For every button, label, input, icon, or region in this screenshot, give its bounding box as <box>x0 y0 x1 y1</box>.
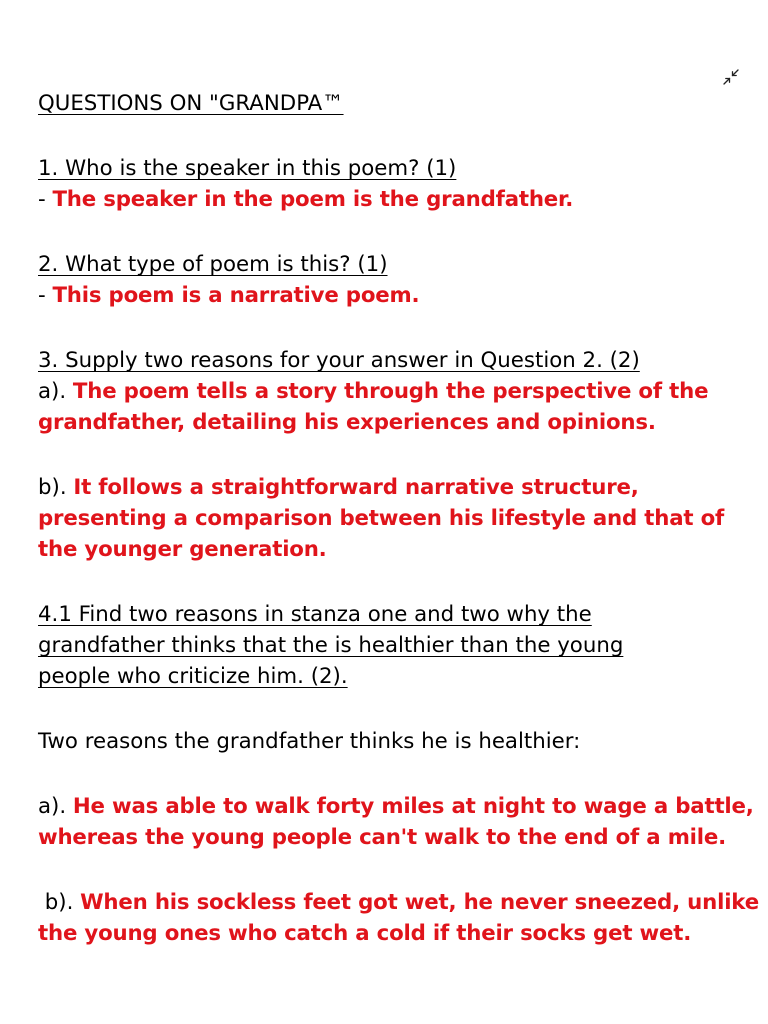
answer-3b-text: It follows a straightforward narrative structure, <box>73 475 639 500</box>
answer-3b-line2: presenting a comparison between his lifestyle and that of <box>38 506 725 531</box>
answer-3b-line3: the younger generation. <box>38 537 327 562</box>
answer-2-text: This poem is a narrative poem. <box>52 283 420 308</box>
question-3: 3. Supply two reasons for your answer in Question 2. (2) <box>38 348 640 373</box>
question-4-line3: people who criticize him. (2). <box>38 664 348 689</box>
answer-prefix: - <box>38 283 53 308</box>
answer-prefix: a). <box>38 379 73 404</box>
question-4-line2: grandfather thinks that the is healthier than the young <box>38 633 624 658</box>
answer-4a-text: He was able to walk forty miles at night to wage a battle, <box>72 794 754 819</box>
question-2: 2. What type of poem is this? (1) <box>38 252 388 277</box>
question-1: 1. Who is the speaker in this poem? (1) <box>38 156 457 181</box>
spacer <box>38 853 738 887</box>
answer-prefix: - <box>38 187 53 212</box>
answer-prefix: b). <box>38 475 74 500</box>
spacer <box>38 119 738 153</box>
answer-4b-text: When his sockless feet got wet, he never sneezed, unlike <box>80 890 759 915</box>
document-title: QUESTIONS ON "GRANDPA™ <box>38 91 344 116</box>
spacer <box>38 438 738 472</box>
answer-3a-line2: grandfather, detailing his experiences and opinions. <box>38 410 656 435</box>
answer-prefix: a). <box>38 794 73 819</box>
answer-2 <box>38 280 738 311</box>
answer-1 <box>38 184 738 215</box>
spacer <box>38 565 738 599</box>
answer-4b-line2: the young ones who catch a cold if their socks get wet. <box>38 921 692 946</box>
answer-4a-line2: whereas the young people can't walk to the end of a mile. <box>38 825 727 850</box>
spacer <box>38 215 738 249</box>
spacer <box>38 311 738 345</box>
answer-3a-text: The poem tells a story through the perspective of the <box>72 379 709 404</box>
answer-4-intro: Two reasons the grandfather thinks he is healthier: <box>38 729 581 754</box>
answer-4b-line1 <box>38 887 759 918</box>
answer-4a-line1 <box>38 791 754 822</box>
answer-prefix: b). <box>38 890 81 915</box>
spacer <box>38 692 738 726</box>
question-4-line1: 4.1 Find two reasons in stanza one and two why the <box>38 602 592 627</box>
document-page <box>38 88 759 949</box>
answer-3a-line1 <box>38 376 738 407</box>
answer-3b-line1 <box>38 472 738 503</box>
collapse-arrows-icon[interactable] <box>722 68 740 86</box>
spacer <box>38 757 738 791</box>
answer-1-text: The speaker in the poem is the grandfather. <box>52 187 574 212</box>
